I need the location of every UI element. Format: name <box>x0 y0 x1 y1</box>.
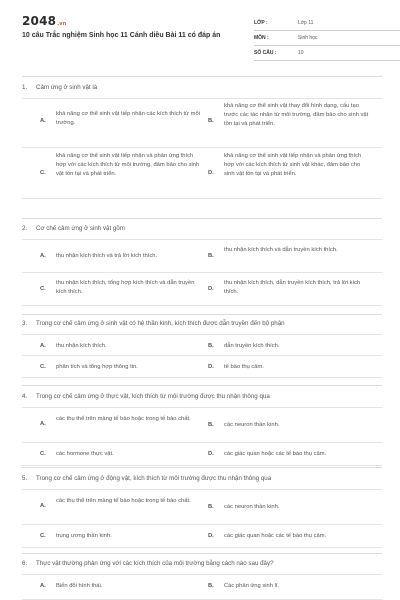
logo-domain: .vn <box>57 21 67 27</box>
option-text: các giác quan hoặc các tế bào thụ cảm. <box>224 533 327 539</box>
header <box>22 14 382 66</box>
options <box>22 334 382 378</box>
option-label: D. <box>208 286 214 292</box>
option-b[interactable] <box>208 102 378 144</box>
option-label: A. <box>40 421 46 427</box>
option-text: khả năng cơ thể sinh vật tiếp nhận và phản ứng thích hợp với các kích thích từ môi trường, đảm bảo cho sinh vật tồn tại và phát triển. <box>56 153 200 177</box>
meta-value: Sinh học <box>298 35 318 41</box>
option-text: các thụ thể trên màng tế bào hoặc trong tế bào chất. <box>56 416 191 422</box>
logo-text: 2048 <box>22 14 57 28</box>
option-text: Các phản ứng sinh lí. <box>224 583 280 589</box>
option-label: C. <box>40 364 46 370</box>
meta-key: LỚP : <box>254 20 268 26</box>
question-stem: Trong cơ chế cảm ứng ở thực vật, kích thích từ môi trường được thu nhận thông qua <box>36 393 270 400</box>
option-label: B. <box>208 343 214 349</box>
option-text: dẫn truyền kích thích. <box>224 343 280 349</box>
option-label: B. <box>208 118 214 124</box>
option-text: các neuron thần kinh. <box>224 504 280 510</box>
option-row <box>22 575 382 600</box>
option-text: các neuron thần kinh. <box>224 422 280 428</box>
question-stem: Cơ chế cảm ứng ở sinh vật gồm <box>36 225 125 232</box>
option-text: thu nhận kích thích, dẫn truyền kích thích, trả lời kích thích. <box>224 280 361 295</box>
option-row <box>22 490 382 525</box>
question-number: 2. <box>22 225 28 232</box>
meta-table <box>254 16 400 61</box>
option-text: Biến đổi hình thái. <box>56 583 103 589</box>
option-text: các hormone thực vật. <box>56 451 114 457</box>
option-label: A. <box>40 503 46 509</box>
divider <box>22 385 382 386</box>
option-label: D. <box>208 364 214 370</box>
option-label: A. <box>40 343 46 349</box>
option-row <box>22 525 382 548</box>
question-stem: Thực vật thường phản ứng với các kích thích của môi trường bằng cách nào sau đây? <box>36 560 274 567</box>
question-stem: Trong cơ chế cảm ứng ở động vật, kích thích từ môi trường được thu nhận thông qua <box>36 475 272 482</box>
divider <box>22 467 382 468</box>
option-text: trung ương thần kinh. <box>56 533 112 539</box>
option-label: D. <box>208 451 214 457</box>
option-label: B. <box>208 422 214 428</box>
options <box>22 574 382 600</box>
options <box>22 489 382 548</box>
question-stem: Cảm ứng ở sinh vật là <box>36 84 98 91</box>
divider <box>22 553 382 554</box>
option-d[interactable] <box>208 152 378 194</box>
option-row <box>22 148 382 199</box>
option-a[interactable] <box>40 110 210 134</box>
option-label: D. <box>208 533 214 539</box>
option-text: khả năng cơ thể sinh vật thay đổi hình dạng, cấu tạo trước các tác nhân từ môi trường, đảm bảo cho sinh vật tồn tại và phát triển. <box>224 103 369 127</box>
option-row <box>22 99 382 148</box>
option-row <box>22 356 382 378</box>
question-number: 1. <box>22 84 28 91</box>
site-logo[interactable] <box>22 14 67 28</box>
meta-row-count <box>254 46 400 61</box>
meta-key: SỐ CÂU : <box>254 50 277 56</box>
options <box>22 98 382 199</box>
option-text: khả năng cơ thể sinh vật tiếp nhận các kích thích từ môi trường. <box>56 111 200 126</box>
option-label: A. <box>40 118 46 124</box>
option-label: A. <box>40 583 46 589</box>
question-text <box>22 84 382 91</box>
option-label: B. <box>208 583 214 589</box>
option-row <box>22 240 382 273</box>
meta-row-subject <box>254 31 400 46</box>
question-text <box>22 320 382 327</box>
options <box>22 407 382 466</box>
option-row <box>22 408 382 443</box>
option-text: thu nhận kích thích và dẫn truyền kích thích. <box>224 247 338 253</box>
option-c[interactable] <box>40 152 210 194</box>
option-row <box>22 335 382 356</box>
meta-value: Lớp 11 <box>298 20 314 26</box>
option-text: thu nhận kích thích và trả lời kích thích. <box>56 253 158 259</box>
question-stem: Trong cơ chế cảm ứng ở sinh vật có hệ thần kinh, kích thích được dẫn truyền đến bộ phận <box>36 320 285 327</box>
option-text: tế bào thụ cảm. <box>224 364 264 370</box>
option-label: C. <box>40 451 46 457</box>
question-text <box>22 393 382 400</box>
option-label: A. <box>40 253 46 259</box>
option-text: khả năng cơ thể sinh vật tiếp nhận và phản ứng thích hợp với các kích thích từ sinh vật khác, đảm bảo cho sinh vật tồn tại và phát triển. <box>224 153 362 177</box>
meta-key: MÔN : <box>254 35 269 41</box>
option-label: B. <box>208 253 214 259</box>
option-text: các thụ thể trên màng tế bào hoặc trong tế bào chất. <box>56 498 191 504</box>
meta-row-class <box>254 16 400 31</box>
option-text: phân tích và tổng hợp thông tin. <box>56 364 138 370</box>
option-row <box>22 443 382 466</box>
option-label: C. <box>40 286 46 292</box>
meta-value: 10 <box>298 50 304 56</box>
question-text <box>22 475 382 482</box>
question-number: 3. <box>22 320 28 327</box>
option-label: D. <box>208 170 214 176</box>
option-text: thu nhận kích thích, tổng hợp kích thích và dẫn truyền kích thích. <box>56 280 195 295</box>
divider <box>22 314 382 315</box>
option-text: thu nhận kích thích. <box>56 343 107 349</box>
question-text <box>22 225 382 232</box>
question-number: 5. <box>22 475 28 482</box>
option-label: C. <box>40 170 46 176</box>
page-title: 10 câu Trắc nghiệm Sinh học 11 Cánh diều Bài 11 có đáp án <box>22 32 221 39</box>
option-text: các giác quan hoặc các tế bào thụ cảm. <box>224 451 327 457</box>
question-number: 6. <box>22 560 28 567</box>
options <box>22 239 382 306</box>
question-number: 4. <box>22 393 28 400</box>
option-row <box>22 273 382 306</box>
option-label: B. <box>208 504 214 510</box>
divider <box>22 76 382 77</box>
question-text <box>22 560 382 567</box>
divider <box>22 218 382 219</box>
option-label: C. <box>40 533 46 539</box>
